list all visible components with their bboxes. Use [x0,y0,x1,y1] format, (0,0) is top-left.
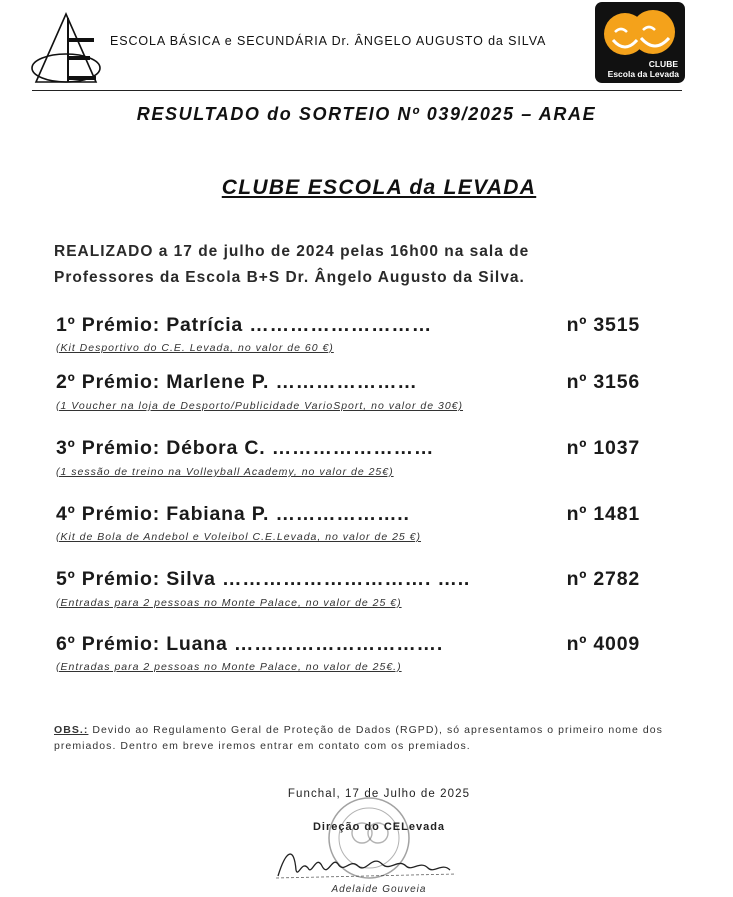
prize-note-5: (Entradas para 2 pessoas no Monte Palace, no valor de 25 €) [56,597,402,609]
prize-winner: Patrícia ……………………… [166,314,432,336]
prize-ticket-number: nº 4009 [566,633,640,655]
prize-winner: Fabiana P. ……………….. [166,503,410,525]
prize-note-4: (Kit de Bola de Andebol e Voleibol C.E.Levada, no valor de 25 €) [56,531,422,543]
school-name: ESCOLA BÁSICA e SECUNDÁRIA Dr. ÂNGELO AUGUSTO da SILVA [110,34,547,48]
intro-line-1: REALIZADO a 17 de julho de 2024 pelas 16h00 na sala de [54,243,530,260]
prize-ticket-number: nº 1037 [566,437,640,459]
prize-note-2: (1 Voucher na loja de Desporto/Publicidade VarioSport, no valor de 30€) [56,400,464,412]
prize-winner: Débora C. …………………… [166,437,435,459]
obs-text: Devido ao Regulamento Geral de Proteção de Dados (RGPD), só apresentamos o primeiro nome dos premiados. Dentro em breve iremos entrar em contato com os premiados. [54,724,663,752]
prize-line-6 [56,633,656,656]
club-logo-text-1: CLUBE [648,59,678,69]
prize-label: 3º Prémio: [56,437,160,459]
header-divider [32,90,682,91]
prize-ticket-number: nº 3515 [566,314,640,336]
prize-label: 6º Prémio: [56,633,160,655]
draw-result-title: RESULTADO do SORTEIO Nº 039/2025 – ARAE [136,104,597,124]
place-date: Funchal, 17 de Julho de 2025 [287,788,471,800]
obs-paragraph [54,722,714,754]
prize-note-6: (Entradas para 2 pessoas no Monte Palace, no valor de 25€.) [56,661,402,673]
prize-label: 4º Prémio: [56,503,160,525]
prize-ticket-number: nº 1481 [566,503,640,525]
prize-line-3 [56,437,656,460]
prize-winner: Silva …………………………. ….. [166,568,471,590]
signer-name: Adelaide Gouveia [331,884,427,895]
prize-note-1: (Kit Desportivo do C.E. Levada, no valor de 60 €) [56,342,334,354]
direction-label: Direção do CELevada [312,821,446,833]
prize-winner: Luana …………………………. [166,633,444,655]
prize-line-5 [56,568,656,591]
prize-ticket-number: nº 2782 [566,568,640,590]
obs-label: OBS.: [54,724,89,736]
club-logo-text-2: Escola da Levada [607,69,679,79]
prize-winner: Marlene P. ………………… [166,371,418,393]
school-logo-icon [28,10,104,88]
prize-line-4 [56,503,656,526]
intro-line-2: Professores da Escola B+S Dr. Ângelo Augusto da Silva. [54,269,525,286]
signature-icon [272,840,462,884]
prize-label: 2º Prémio: [56,371,160,393]
club-title: CLUBE ESCOLA da LEVADA [221,176,537,199]
prize-label: 1º Prémio: [56,314,160,336]
prize-label: 5º Prémio: [56,568,160,590]
club-logo-icon [595,2,685,83]
prize-ticket-number: nº 3156 [566,371,640,393]
prize-line-2 [56,371,656,394]
prize-note-3: (1 sessão de treino na Volleyball Academy, no valor de 25€) [56,466,394,478]
prize-line-1 [56,314,656,337]
